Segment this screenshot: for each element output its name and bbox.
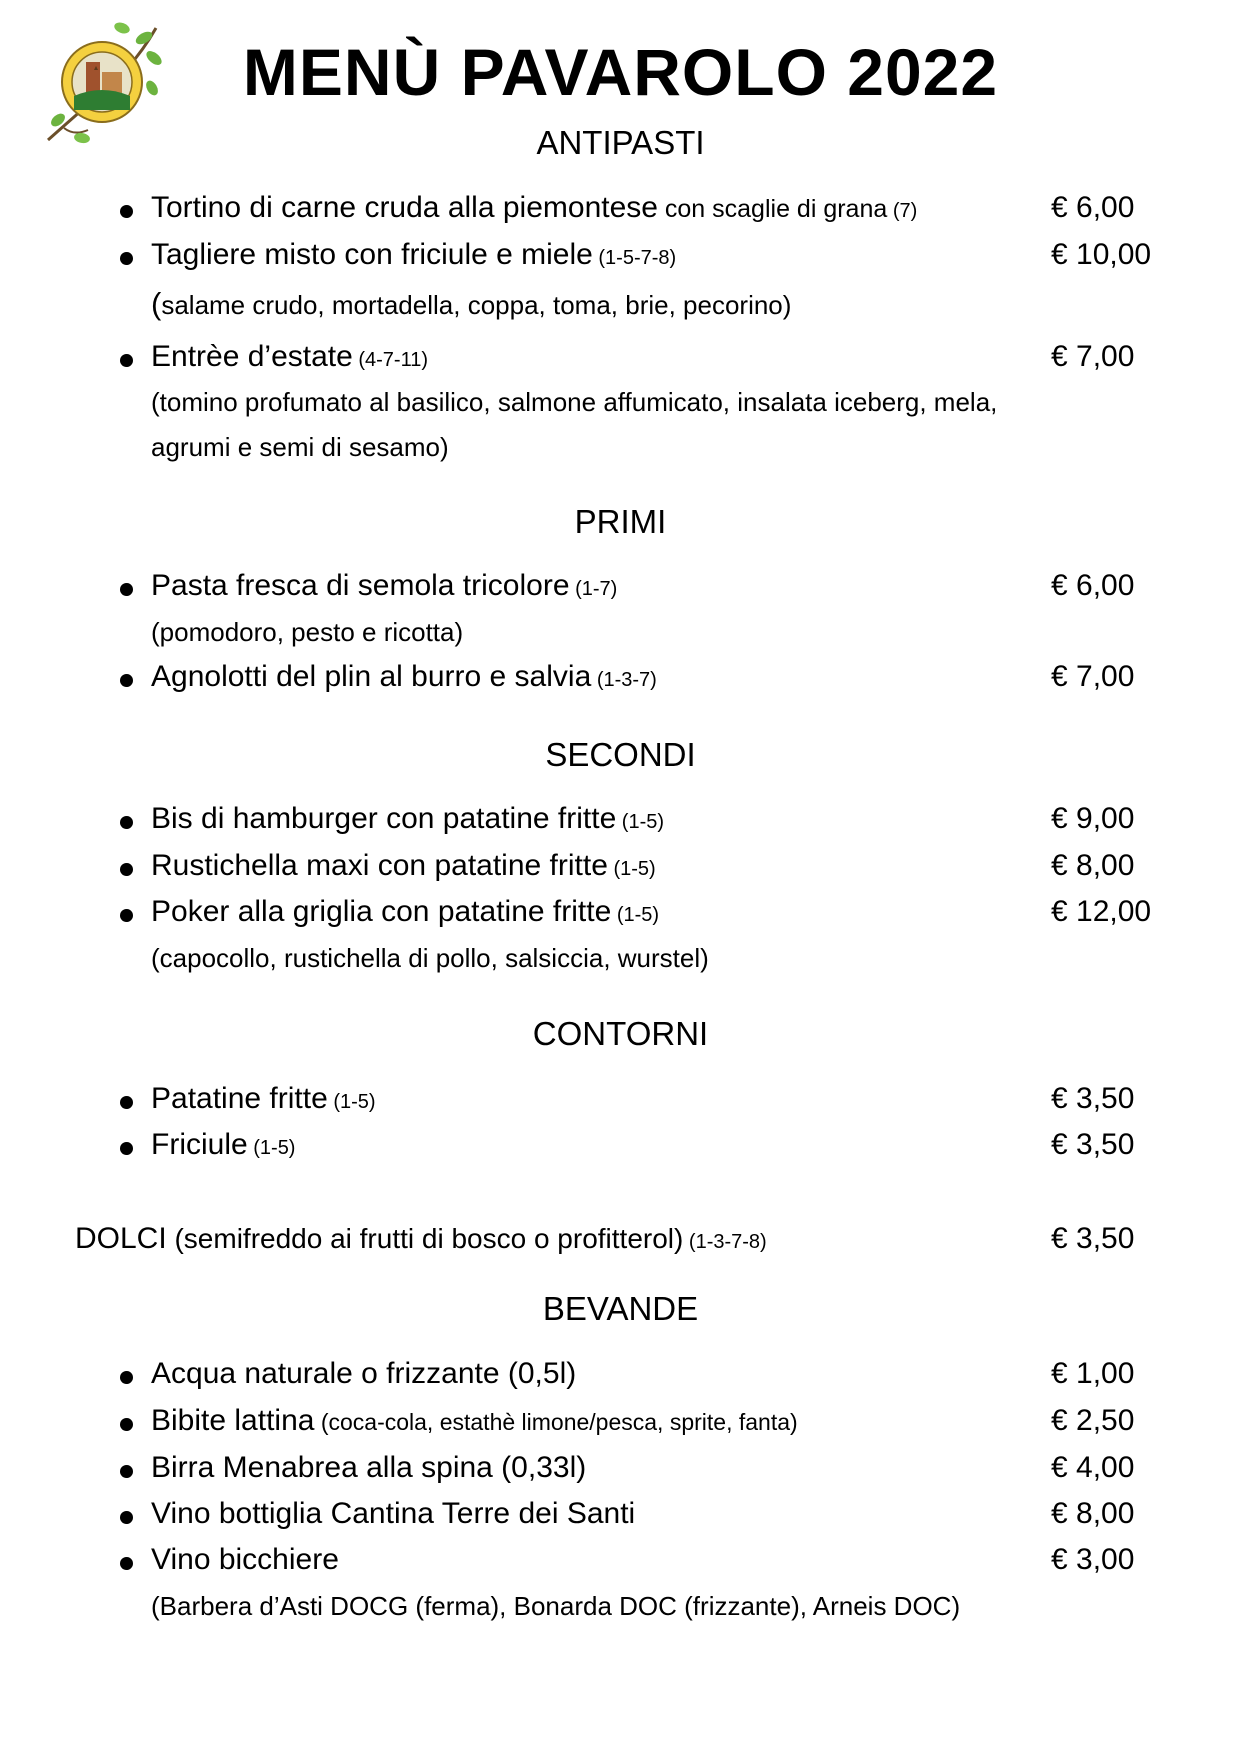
dolci-label: DOLCI [75, 1222, 167, 1255]
menu-item [120, 1128, 1160, 1168]
item-name: Rustichella maxi con patatine fritte [151, 849, 608, 882]
item-allergens: (4-7-11) [352, 349, 429, 371]
menu-item [120, 895, 1160, 935]
item-name: Vino bottiglia Cantina Terre dei Santi [151, 1497, 636, 1530]
bullet-icon [120, 1511, 133, 1524]
item-name: Tortino di carne cruda alla piemontese [151, 191, 658, 224]
menu-item [120, 569, 1160, 609]
item-allergens: (1-3-7) [591, 669, 657, 691]
section-heading-antipasti: ANTIPASTI [536, 124, 705, 161]
bullet-icon [120, 583, 133, 596]
menu-item [120, 238, 1160, 278]
dolci-price: € 3,50 [1051, 1222, 1135, 1255]
item-name: Agnolotti del plin al burro e salvia [151, 660, 592, 693]
item-price: € 3,00 [1051, 1543, 1135, 1576]
item-allergens: (1-5) [611, 904, 660, 926]
bullet-icon [120, 816, 133, 829]
item-allergens: (1-5) [616, 811, 665, 833]
menu-item [120, 1497, 1160, 1537]
item-price: € 7,00 [1051, 660, 1135, 693]
section-heading-contorni: CONTORNI [532, 1015, 709, 1052]
item-name: Friciule [151, 1128, 248, 1161]
item-name: Bis di hamburger con patatine fritte [151, 802, 617, 835]
menu-item [120, 1357, 1160, 1397]
menu-item [120, 191, 1160, 231]
dolci-allergens: (1-3-7-8) [683, 1231, 767, 1253]
item-note: agrumi e semi di sesamo) [151, 432, 449, 462]
item-allergens: (1-7) [569, 578, 618, 600]
item-price: € 8,00 [1051, 849, 1135, 882]
section-heading-bevande: BEVANDE [542, 1290, 699, 1327]
item-name: Entrèe d’estate [151, 340, 353, 373]
item-price: € 3,50 [1051, 1128, 1135, 1161]
bullet-icon [120, 909, 133, 922]
menu-item [120, 1543, 1160, 1583]
bullet-icon [120, 1557, 133, 1570]
item-price: € 7,00 [1051, 340, 1135, 373]
bullet-icon [120, 354, 133, 367]
item-extra: (coca-cola, estathè limone/pesca, sprite, fanta) [314, 1409, 798, 1435]
item-price: € 4,00 [1051, 1451, 1135, 1484]
dolci-row [75, 1222, 1165, 1262]
bullet-icon [120, 1418, 133, 1431]
bullet-icon [120, 1371, 133, 1384]
item-note: (salame crudo, mortadella, coppa, toma, brie, pecorino) [151, 286, 792, 321]
page-title: MENÙ PAVAROLO 2022 [242, 35, 999, 109]
item-note: (tomino profumato al basilico, salmone affumicato, insalata iceberg, mela, [151, 387, 998, 417]
item-allergens: (1-5-7-8) [592, 247, 677, 269]
item-name: Poker alla griglia con patatine fritte [151, 895, 612, 928]
menu-item [120, 1404, 1160, 1444]
bullet-icon [120, 1096, 133, 1109]
item-name: Vino bicchiere [151, 1543, 339, 1576]
item-price: € 10,00 [1051, 238, 1152, 271]
item-note: (pomodoro, pesto e ricotta) [151, 617, 464, 647]
item-price: € 6,00 [1051, 569, 1135, 602]
item-allergens: (1-5) [247, 1137, 296, 1159]
item-name: Bibite lattina [151, 1404, 315, 1437]
menu-item [120, 660, 1160, 700]
section-heading-secondi: SECONDI [545, 736, 696, 773]
menu-item [120, 802, 1160, 842]
item-price: € 2,50 [1051, 1404, 1135, 1437]
bullet-icon [120, 1142, 133, 1155]
item-price: € 6,00 [1051, 191, 1135, 224]
item-allergens: (7) [887, 200, 918, 222]
item-note: (capocollo, rustichella di pollo, salsiccia, wurstel) [151, 943, 709, 973]
item-price: € 9,00 [1051, 802, 1135, 835]
item-note: (Barbera d’Asti DOCG (ferma), Bonarda DOC (frizzante), Arneis DOC) [151, 1591, 961, 1621]
item-name: Patatine fritte [151, 1082, 328, 1115]
dolci-description: (semifreddo ai frutti di bosco o profitterol) [166, 1223, 684, 1254]
menu-item [120, 1451, 1160, 1491]
menu-item [120, 1082, 1160, 1122]
menu-item [120, 849, 1160, 889]
item-name: Pasta fresca di semola tricolore [151, 569, 570, 602]
item-price: € 3,50 [1051, 1082, 1135, 1115]
bullet-icon [120, 1465, 133, 1478]
section-heading-primi: PRIMI [574, 503, 667, 540]
item-name: Tagliere misto con friciule e miele [151, 238, 593, 271]
item-price: € 1,00 [1051, 1357, 1135, 1390]
bullet-icon [120, 252, 133, 265]
bullet-icon [120, 674, 133, 687]
item-name: Birra Menabrea alla spina (0,33l) [151, 1451, 587, 1484]
item-extra: con scaglie di grana [657, 195, 888, 223]
item-price: € 8,00 [1051, 1497, 1135, 1530]
bullet-icon [120, 205, 133, 218]
item-price: € 12,00 [1051, 895, 1152, 928]
menu-item [120, 340, 1160, 380]
item-allergens: (1-5) [607, 858, 656, 880]
bullet-icon [120, 863, 133, 876]
item-allergens: (1-5) [327, 1091, 376, 1113]
item-name: Acqua naturale o frizzante (0,5l) [151, 1357, 577, 1390]
